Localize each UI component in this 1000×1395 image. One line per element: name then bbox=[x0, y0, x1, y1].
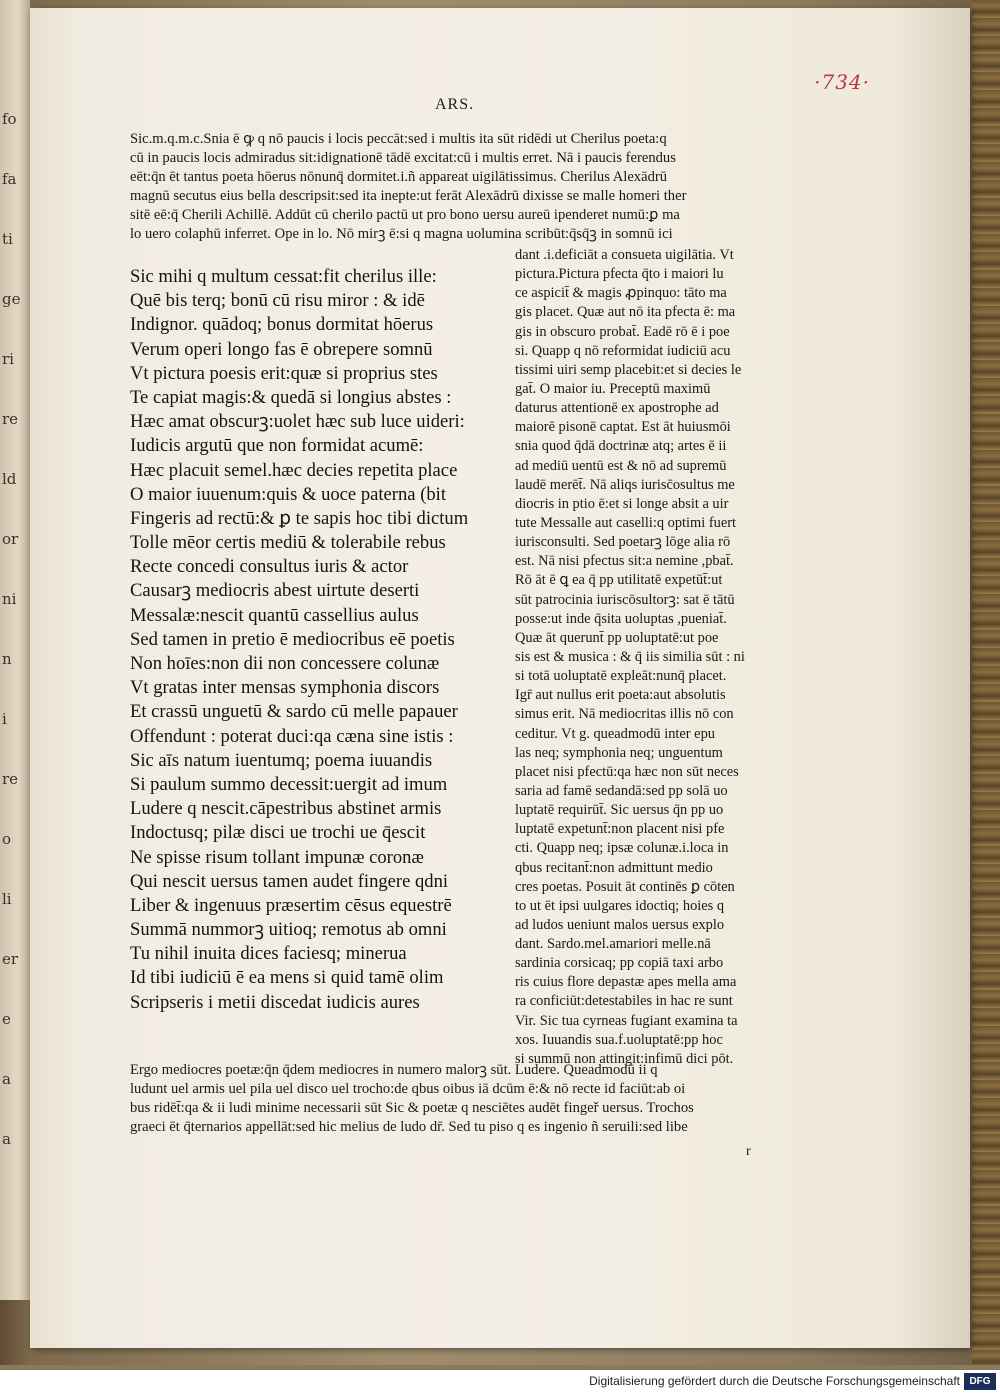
side-commentary-line: ris cuius flore depastæ apes mella ama bbox=[515, 974, 737, 991]
commentary-line: ludunt uel armis uel pila uel disco uel trocho:de qbus oibus iā dcūm ē:& nō recte id faciūt:ab oi bbox=[130, 1081, 686, 1097]
side-commentary-line: snia quod q̄dā doctrinæ atq; artes ē ii bbox=[515, 438, 727, 455]
side-commentary-line: dant. Sardo.mel.amariori melle.nā bbox=[515, 936, 711, 953]
commentary-line: lo uero colaphū inferret. Ope in lo. Nō mirꝫ ē:si q magna uolumina scribūt:q̄sq̄ꝫ in somnū ici bbox=[130, 226, 673, 242]
side-commentary-line: sardinia corsicaq; pp copiā taxi arbo bbox=[515, 955, 724, 972]
verse-line: Scripseris i metii discedat iudicis aures bbox=[130, 991, 420, 1013]
side-commentary-line: si. Quapp q nō reformidat iudiciū acu bbox=[515, 342, 731, 359]
verse-line: Tu nihil inuita dices faciesq; minerua bbox=[130, 943, 407, 965]
verse-line: Non hoīes:non dii non concessere colunæ bbox=[130, 653, 440, 674]
verse-line: Fingeris ad rectū:& ꝑ te sapis hoc tibi dictum bbox=[130, 507, 469, 529]
verse-line: Indoctusq; pilæ disci ue trochi ue q̄escit bbox=[130, 822, 426, 844]
side-commentary-line: saria ad famē sedandā:sed pp solā uo bbox=[515, 782, 728, 799]
top-commentary bbox=[130, 130, 785, 244]
verse-line: O maior iuuenum:quis & uoce paterna (bit bbox=[130, 483, 447, 505]
verse-line: Sic mihi q multum cessat:fit cherilus ille: bbox=[130, 266, 437, 287]
verse-line: Te capiat magis:& quedā si longius abstes : bbox=[130, 386, 452, 408]
side-commentary-line: sis est & musica : & q̄ iis similia sūt : ni bbox=[515, 648, 745, 665]
adjacent-page-fragment: ge bbox=[2, 290, 21, 308]
verse-line: Et crassū unguetū & sardo cū melle papauer bbox=[130, 701, 458, 723]
side-commentary-line: dant .i.deficiāt a consueta uigilātia. Vt bbox=[515, 247, 734, 263]
adjacent-page-fragment: a bbox=[2, 1130, 11, 1148]
adjacent-page-fragment: er bbox=[2, 950, 19, 968]
side-commentary-line: daturus attentionē ex apostrophe ad bbox=[515, 400, 719, 417]
side-commentary-line: tissimi uiri semp placebit:et si decies le bbox=[515, 361, 742, 378]
catchword: r bbox=[746, 1144, 751, 1159]
adjacent-page-fragment: n bbox=[2, 650, 12, 668]
book-page bbox=[30, 8, 970, 1348]
side-commentary-line: ad mediū uentū est & nō ad supremū bbox=[515, 457, 727, 474]
dfg-logo: DFG bbox=[964, 1373, 996, 1390]
side-commentary-line: luptatē expetunt̄:non placent nisi pfe bbox=[515, 821, 725, 838]
commentary-line: Sic.m.q.m.c.Snia ē ꝙ q nō paucis i locis peccāt:sed i multis ita sūt ridēdi ut Cherilus poeta:q bbox=[130, 131, 667, 147]
verse-line: Sic aīs natum iuentumq; poema iuuandis bbox=[130, 749, 433, 771]
side-commentary bbox=[515, 246, 790, 1069]
adjacent-page-fragment: re bbox=[2, 410, 19, 428]
side-commentary-line: tute Messalle aut caselli:q optimi fuert bbox=[515, 514, 736, 531]
adjacent-page-fragment: ti bbox=[2, 230, 13, 248]
verse-line: Sed tamen in pretio ē mediocribus eē poetis bbox=[130, 628, 455, 650]
commentary-line: graeci ēt q̄ternarios appellāt:sed hic melius de ludo dr̄. Sed tu piso q es ingenio ñ seruili:sed libe bbox=[130, 1119, 688, 1135]
verse-line: Indignor. quādoq; bonus dormitat hōerus bbox=[130, 314, 434, 336]
adjacent-page-edge bbox=[0, 0, 30, 1300]
side-commentary-line: simus erit. Nā mediocritas illis nō con bbox=[515, 706, 734, 723]
side-commentary-line: ceditur. Vt g. queadmodū inter epu bbox=[515, 725, 715, 742]
side-commentary-line: gis in obscuro probat̄. Eadē rō ē i poe bbox=[515, 323, 730, 340]
adjacent-page-fragment: i bbox=[2, 710, 7, 728]
adjacent-page-fragment: a bbox=[2, 1070, 11, 1088]
verse-line: Si paulum summo decessit:uergit ad imum bbox=[130, 773, 448, 795]
commentary-line: Ergo mediocres poetæ:q̄n q̄dem mediocres in numero malorꝫ sūt. Ludere. Queadmodū ii q bbox=[130, 1062, 658, 1078]
commentary-line: cū in paucis locis admiradus sit:idignationē tādē excitat:cū i multis erret. Nā i paucis ferendus bbox=[130, 150, 676, 166]
binding-edge bbox=[972, 0, 1000, 1365]
adjacent-page-fragment: ri bbox=[2, 350, 14, 368]
adjacent-page-fragment: ni bbox=[2, 590, 17, 608]
verse-line: Summā nummorꝫ uitioq; remotus ab omni bbox=[130, 919, 447, 941]
side-commentary-line: xos. Iuuandis sua.f.uoluptatē:pp hoc bbox=[515, 1031, 723, 1048]
side-commentary-line: to ut ēt ipsi uulgares idoctiq; hoies q bbox=[515, 897, 725, 914]
side-commentary-line: qbus recitant̄:non admittunt medio bbox=[515, 859, 713, 876]
side-commentary-line: las neq; symphonia neq; unguentum bbox=[515, 744, 723, 761]
side-commentary-line: gat̄. O maior iu. Preceptū maximū bbox=[515, 380, 711, 397]
side-commentary-line: sūt patrocinia iuriscōsultorꝫ: sat ē tātū bbox=[515, 591, 735, 608]
verse-line: Hæc placuit semel.hæc decies repetita place bbox=[130, 459, 458, 481]
verse-line: Qui nescit uersus tamen audet fingere qdni bbox=[130, 870, 449, 892]
verse-line: Ne spisse risum tollant impunæ coronæ bbox=[130, 846, 424, 868]
side-commentary-line: cres poetas. Posuit āt continēs ꝑ cōten bbox=[515, 878, 735, 895]
adjacent-page-fragment: li bbox=[2, 890, 12, 908]
side-commentary-line: maiorē pisonē captat. Est āt huiusmōi bbox=[515, 419, 731, 436]
verse-line: Messalæ:nescit quantū cassellius aulus bbox=[130, 604, 419, 626]
side-commentary-line: Igr̄ aut nullus erit poeta:aut absolutis bbox=[515, 687, 726, 704]
side-commentary-line: iurisconsulti. Sed poetarꝫ lōge alia rō bbox=[515, 534, 731, 551]
adjacent-page-fragment: fo bbox=[2, 110, 17, 128]
side-commentary-line: pictura.Pictura pfecta q̄to i maiori lu bbox=[515, 266, 724, 283]
side-commentary-line: si summū non attingit:infimū dici pōt. bbox=[515, 1050, 734, 1067]
verse-line: Quē bis terq; bonū cū risu miror : & idē bbox=[130, 290, 425, 312]
verse-column bbox=[130, 265, 510, 1015]
side-commentary-line: gis placet. Quæ aut nō ita pfecta ē: ma bbox=[515, 304, 736, 321]
verse-line: Recte concedi consultus iuris & actor bbox=[130, 556, 409, 578]
side-commentary-line: laudē merēt̄. Nā aliqs iurisc̄osultus me bbox=[515, 476, 735, 493]
verse-line: Vt pictura poesis erit:quæ si proprius stes bbox=[130, 362, 438, 384]
verse-line: Verum operi longo fas ē obrepere somnū bbox=[130, 338, 433, 360]
side-commentary-line: ra conficiūt:detestabiles in hac re sunt bbox=[515, 993, 733, 1010]
side-commentary-line: luptatē requirūt̄. Sic uersus q̄n pp uo bbox=[515, 802, 724, 819]
bottom-commentary bbox=[130, 1061, 785, 1137]
commentary-line: magnū secutus eius bella descripsit:sed ita inepte:ut ferāt Alexādrū dixisse se malle homeri ther bbox=[130, 188, 687, 204]
verse-line: Ludere q nescit.cāpestribus abstinet armis bbox=[130, 798, 442, 820]
verse-line: Id tibi iudiciū ē ea mens si quid tamē olim bbox=[130, 967, 444, 989]
side-commentary-line: est. Nā nisi pfectus sit:a nemine ,pbat̄. bbox=[515, 553, 734, 570]
side-commentary-line: cti. Quapp neq; ipsæ colunæ.i.loca in bbox=[515, 840, 729, 857]
footer-text: Digitalisierung gefördert durch die Deutsche Forschungsgemeinschaft bbox=[589, 1374, 960, 1388]
side-commentary-line: Vir. Sic tua cyrneas fugiant examina ta bbox=[515, 1012, 738, 1029]
adjacent-page-fragment: re bbox=[2, 770, 19, 788]
side-commentary-line: si totā uoluptatē expleāt:nunq̄ placet. bbox=[515, 668, 727, 685]
adjacent-page-fragment: o bbox=[2, 830, 12, 848]
side-commentary-line: ad ludos ueniunt malos uersus explo bbox=[515, 916, 725, 933]
adjacent-page-fragment: e bbox=[2, 1010, 11, 1028]
side-commentary-line: ce aspicit̄ & magis ꝓpinquo: tāto ma bbox=[515, 285, 727, 302]
verse-line: Iudicis argutū que non formidat acumē: bbox=[130, 435, 424, 457]
adjacent-page-fragment: or bbox=[2, 530, 19, 548]
verse-line: Liber & ingenuus præsertim cēsus equestrē bbox=[130, 894, 452, 916]
commentary-line: eēt:q̄n ēt tantus poeta hōerus nōnunq̄ dormitet.i.ñ appareat uigilātissimus. Cherilus Alexādrū bbox=[130, 169, 668, 185]
footer-bar bbox=[0, 1370, 1000, 1395]
side-commentary-line: Quæ āt querunt̄ pp uoluptatē:ut poe bbox=[515, 629, 719, 646]
side-commentary-line: Rō āt ē ꝗ ea q̄ pp utilitatē expetūt̄:ut bbox=[515, 572, 723, 589]
running-head: ARS. bbox=[435, 96, 475, 113]
verse-line: Offendunt : poterat duci:qa cæna sine istis : bbox=[130, 725, 454, 747]
side-commentary-line: diocris in ptio ē:et si longe absit a uir bbox=[515, 495, 729, 512]
adjacent-page-fragment: ld bbox=[2, 470, 17, 488]
verse-line: Causarꝫ mediocris abest uirtute deserti bbox=[130, 580, 420, 602]
side-commentary-line: posse:ut inde q̄sita uoluptas ,pueniat̄. bbox=[515, 610, 727, 627]
folio-number: ·734· bbox=[814, 70, 870, 94]
verse-line: Vt gratas inter mensas symphonia discors bbox=[130, 677, 440, 699]
verse-line: Tolle mēor certis mediū & tolerabile rebus bbox=[130, 532, 446, 554]
commentary-line: bus ridēt̄:qa & ii ludi minime necessarii sūt Sic & poetæ q nesciētes audēt fingeř uersus. Trochos bbox=[130, 1100, 694, 1116]
verse-line: Hæc amat obscurꝫ:uolet hæc sub luce uideri: bbox=[130, 411, 465, 433]
side-commentary-line: placet nisi pfectū:qa hæc non sūt neces bbox=[515, 763, 739, 780]
commentary-line: sitē eē:q̄ Cherili Achillē. Addūt cū cherilo pactū ut pro bono uersu aureū ipenderet numū:ꝑ ma bbox=[130, 207, 680, 223]
adjacent-page-fragment: fa bbox=[2, 170, 17, 188]
